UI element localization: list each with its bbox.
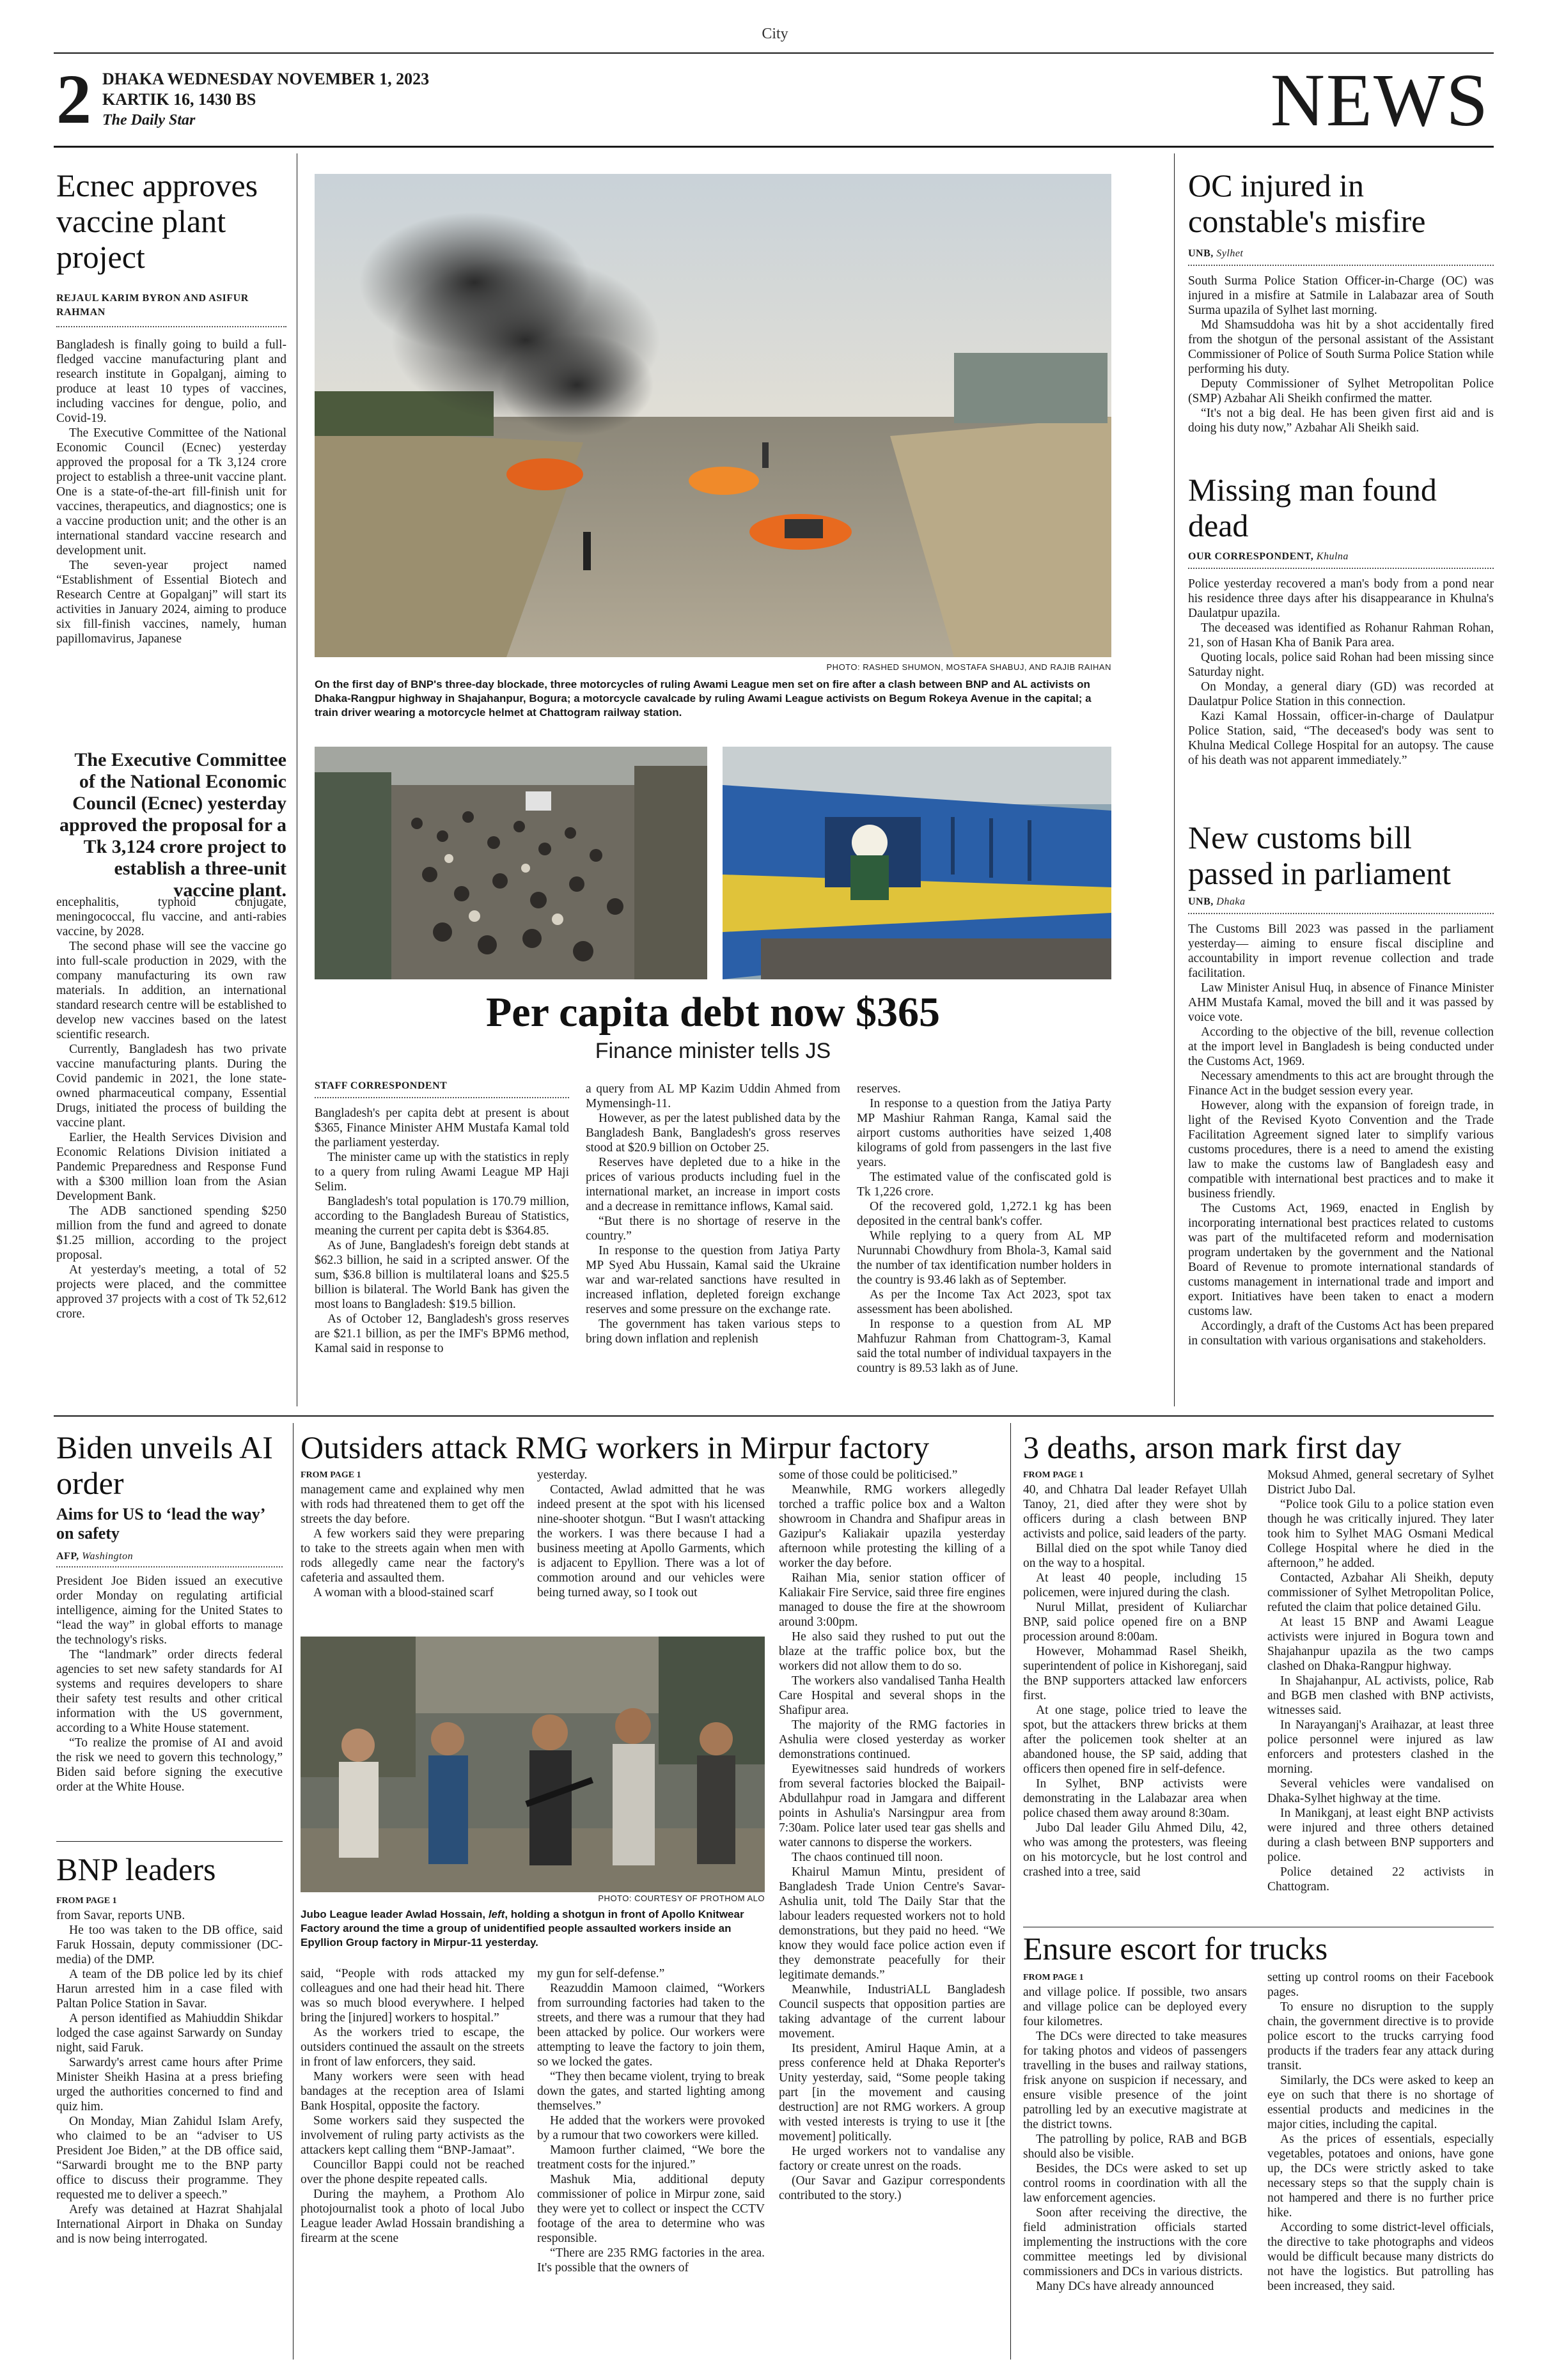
deaths-paragraph: In Shajahanpur, AL activists, police, Rab and BGB men clashed with BNP activists, witnesses said. — [1267, 1674, 1494, 1717]
section-rule — [54, 1415, 1494, 1417]
debt-byline: STAFF CORRESPONDENT — [315, 1080, 448, 1091]
rmg-paragraph: yesterday. — [537, 1468, 588, 1482]
bnp-paragraph: A person identified as Mahiuddin Shikdar lodged the case against Sarwardy on Sunday night, said Faruk. — [56, 2012, 283, 2055]
escort-paragraph: Soon after receiving the directive, the field administration officials started implementing the instructions with the core committee meetings led by divisional commissioners and DCs in various districts. — [1023, 2206, 1247, 2278]
escort-column-j — [1267, 1970, 1494, 2294]
escort-paragraph: As the prices of essentials, especially vegetables, potatoes and onions, have gone up, the DCs were strictly asked to take necessary steps so that the supply chain is not hampered and there is no further price hike. — [1267, 2133, 1494, 2220]
dotted-rule — [1188, 568, 1494, 569]
deaths-paragraph: In Narayanganj's Araihazar, at least three police personnel were injured as law enforcers and protesters clashed in the morning. — [1267, 1718, 1494, 1776]
dotted-rule — [1188, 913, 1494, 914]
rmg-paragraph: Meanwhile, RMG workers allegedly torched a traffic police box and a Walton showroom in Chandra and Shafipur areas in Gazipur's Kaliakair upazila yesterday afternoon while protesting the killing of a worker the day before. — [779, 1483, 1005, 1570]
oc-byline-agency: UNB, — [1188, 248, 1214, 259]
bangla-date-text: KARTIK 16, 1430 BS — [102, 90, 256, 109]
debt-column-1 — [315, 1106, 569, 1356]
ecnec-paragraph: Currently, Bangladesh has two private vaccine manufacturing plants. During the Covid pandemic in 2021, the lone state-owned pharmaceutical company, Essential Drugs, initiated the process of building the vaccine plant. — [56, 1043, 286, 1130]
ecnec-paragraph: The Executive Committee of the National Economic Council (Ecnec) yesterday approved the proposal for a Tk 3,124 crore project to establish a three-unit vaccine plant. One is a state-of-the-art fill-finish unit for vaccines, therapeutics, and diagnostics; one is a vaccine production unit; and the other is an international standard vaccine research and development unit. — [56, 426, 286, 557]
deaths-paragraph: In Manikganj, at least eight BNP activists were injured and three others detained during a clash between BNP supporters and police. — [1267, 1807, 1494, 1864]
rmg-paragraph: During the mayhem, a Prothom Alo photojournalist took a photo of local Jubo League leader Awlad Hossain brandishing a firearm at the scene — [301, 2188, 524, 2245]
rmg-paragraph: He urged workers not to vandalise any factory or create unrest on the roads. — [779, 2145, 1005, 2173]
oc-paragraph: Md Shamsuddoha was hit by a shot accidentally fired from the shotgun of the personal assistant of the Assistant Commissioner of Police of South Surma Police Station while performing his duty. — [1188, 318, 1494, 376]
biden-paragraph: The “landmark” order directs federal agencies to set new safety standards for AI systems and requires developers to share their safety test results and other critical information with the US government, according to a White House statement. — [56, 1648, 283, 1735]
story-rule — [56, 1841, 283, 1842]
missing-paragraph: Kazi Kamal Hossain, officer-in-charge of Daulatpur Police Station, said, “The deceased's body was sent to Khulna Medical College Hospital for an autopsy. The cause of his death was not apparent immediately.” — [1188, 710, 1494, 767]
customs-paragraph: The Customs Bill 2023 was passed in the parliament yesterday— aiming to ensure fiscal discipline and accountability in import revenue collection and trade facilitation. — [1188, 922, 1494, 980]
deaths-paragraph: Nurul Millat, president of Kuliarchar BNP, said police opened fire on a BNP procession around 8:00am. — [1023, 1601, 1247, 1644]
rmg-headline: Outsiders attack RMG workers in Mirpur factory — [301, 1429, 930, 1465]
photo-credit: PHOTO: RASHED SHUMON, MOSTAFA SHABUJ, AND RAJIB RAIHAN — [826, 662, 1111, 672]
dotted-rule — [315, 1097, 569, 1098]
customs-byline-place: Dhaka — [1216, 896, 1246, 907]
biden-headline: Biden unveils AI order — [56, 1429, 273, 1501]
dotted-rule — [56, 326, 286, 327]
biden-paragraph: “To realize the promise of AI and avoid the risk we need to govern this technology,” Biden said before signing the executive order at the White House. — [56, 1736, 283, 1794]
oc-paragraph: “It's not a big deal. He has been given first aid and is doing his duty now,” Azbahar Ali Sheikh said. — [1188, 407, 1494, 435]
rmg-paragraph: Eyewitnesses said hundreds of workers from several factories blocked the Baipail-Abdullahpur road in Jamgara and different points in Ashulia's Narsingpur area from 7:30am. Police later used tear gas shells and water cannons to disperse the workers. — [779, 1762, 1005, 1849]
missing-byline-place: Khulna — [1316, 551, 1349, 562]
photo-blockade-fire — [315, 174, 1111, 657]
rmg-caption-left: left — [488, 1908, 505, 1920]
rmg-paragraph: some of those could be politicised.” — [779, 1468, 958, 1482]
debt-paragraph: Bangladesh's per capita debt at present is about $365, Finance Minister AHM Mustafa Kamal told the parliament yesterday. — [315, 1107, 569, 1149]
debt-paragraph: “But there is no shortage of reserve in the country.” — [586, 1215, 840, 1243]
deaths-paragraph: “Police took Gilu to a police station even though he was critically injured. They later took him to Sylhet MAG Osmani Medical College Hospital where he died in the afternoon,” he added. — [1267, 1498, 1494, 1570]
date-text: DHAKA WEDNESDAY NOVEMBER 1, 2023 — [102, 70, 430, 88]
column-divider — [1010, 1423, 1011, 2360]
oc-byline — [1188, 247, 1494, 261]
biden-byline-agency: AFP, — [56, 1551, 79, 1562]
bnp-body — [56, 1894, 283, 2246]
oc-paragraph: South Surma Police Station Officer-in-Charge (OC) was injured in a misfire at Satmile in Lalabazar area of South Surma upazila of Sylhet last morning. — [1188, 274, 1494, 317]
biden-byline — [56, 1550, 283, 1564]
dotted-rule — [56, 1566, 283, 1567]
customs-byline-agency: UNB, — [1188, 896, 1214, 907]
rmg-column-e — [537, 1966, 765, 2275]
customs-paragraph: The Customs Act, 1969, enacted in English by incorporating international best practices related to customs was part of the multifaceted reform and modernisation program undertaken by the government and the National Board of Revenue to promote international standards of customs management in international trade and import and export. Initiatives have been taken to enact a modern customs law. — [1188, 1202, 1494, 1318]
escort-paragraph: The DCs were directed to take measures for taking photos and videos of passengers travelling in the buses and railway stations, frisk anyone on suspicion if necessary, and ensure visible presence of the joint patrolling led by an executive magistrate at the district towns. — [1023, 2030, 1247, 2131]
missing-headline: Missing man found dead — [1188, 472, 1437, 543]
rmg-paragraph: Khairul Mamun Mintu, president of Bangladesh Trade Union Centre's Savar-Ashulia unit, told The Daily Star that the labour leaders requested workers not to hold demonstrations, but they paid no heed. “We know they would face police action even if they demonstrate peacefully for their legitimate demands.” — [779, 1865, 1005, 1982]
debt-column-2 — [586, 1082, 840, 1346]
debt-paragraph: As of October 12, Bangladesh's gross reserves are $21.1 billion, as per the IMF's BPM6 method, Kamal said in response to — [315, 1312, 569, 1355]
from-page-label: FROM PAGE 1 — [301, 1470, 361, 1480]
deaths-paragraph: Jubo Dal leader Gilu Ahmed Dilu, 42, who was among the protesters, was fleeing on his motorcycle, but he lost control and crashed into a tree, said — [1023, 1821, 1247, 1879]
ecnec-paragraph: The ADB sanctioned spending $250 million from the fund and agreed to donate $1.25 million, according to the project proposal. — [56, 1204, 286, 1262]
bnp-paragraph: Arefy was detained at Hazrat Shahjalal International Airport in Dhaka on Sunday and is now being interrogated. — [56, 2203, 283, 2246]
rmg-paragraph: He added that the workers were provoked by a rumour that two coworkers were killed. — [537, 2114, 765, 2142]
customs-paragraph: According to the objective of the bill, revenue collection at the import level in Bangladesh is being conducted under the Customs Act, 1969. — [1188, 1025, 1494, 1068]
rmg-paragraph: The workers also vandalised Tanha Health Care Hospital and several shops in the Shafipur area. — [779, 1674, 1005, 1717]
deaths-paragraph: Police detained 22 activists in Chattogram. — [1267, 1865, 1494, 1894]
debt-paragraph: While replying to a query from AL MP Nurunnabi Chowdhury from Bhola-3, Kamal said the number of tax identification number holders in the country is 93.46 lakh as of September. — [857, 1229, 1111, 1287]
rmg-paragraph: management came and explained why men with rods had threatened them to get off the streets the day before. — [301, 1483, 524, 1526]
customs-paragraph: However, along with the expansion of foreign trade, in light of the Revised Kyoto Convention and the Trade Facilitation Agreement signed later to simplify various customs procedures, there is a need to amend the existing law to make the customs law of Bangladesh easy and compatible with international best practices and to make it business friendly. — [1188, 1099, 1494, 1201]
escort-paragraph: To ensure no disruption to the supply chain, the government directive is to provide police escort to the trucks carrying food products if the traders fear any attack during transit. — [1267, 2000, 1494, 2073]
rmg-paragraph: A woman with a blood-stained scarf — [313, 1586, 494, 1599]
rmg-caption-part: Jubo League leader Awlad Hossain, — [301, 1908, 489, 1920]
missing-paragraph: Police yesterday recovered a man's body from a pond near his residence three days after his disappearance in Khulna's Daulatpur upazila. — [1188, 577, 1494, 620]
biden-byline-place: Washington — [82, 1551, 134, 1562]
deaths-column-g — [1023, 1468, 1247, 1879]
header-rule — [54, 146, 1494, 148]
bnp-paragraph: A team of the DB police led by its chief Harun arrested him in a case filed with Paltan Police Station in Savar. — [56, 1968, 283, 2011]
rmg-paragraph: As the workers tried to escape, the outsiders continued the assault on the streets in front of law enforcers, they said. — [301, 2026, 524, 2069]
debt-paragraph: However, as per the latest published data by the Bangladesh Bank, Bangladesh's gross reserves stood at $20.9 billion on October 25. — [586, 1112, 840, 1155]
debt-paragraph: As of June, Bangladesh's foreign debt stands at $62.3 billion, he said in a scripted answer. Of the sum, $36.8 billion is multilateral loans and $25.5 billion is bilateral. The World Bank has given the most loans to Bangladesh: $19.5 billion. — [315, 1239, 569, 1311]
deaths-headline: 3 deaths, arson mark first day — [1023, 1429, 1402, 1465]
bnp-paragraph: from Savar, reports UNB. — [56, 1909, 185, 1922]
ecnec-paragraph: The seven-year project named “Establishment of Essential Biotech and Research Centre at Gopalganj” will start its activities in January 2024, aiming to produce six fill-finish vaccines, namely, human papillomavirus, Japanese — [56, 559, 286, 646]
from-page-label: FROM PAGE 1 — [56, 1896, 117, 1906]
debt-paragraph: Of the recovered gold, 1,272.1 kg has been deposited in the central bank's coffer. — [857, 1200, 1111, 1228]
missing-byline — [1188, 550, 1494, 564]
escort-paragraph: and village police. If possible, two ansars and village police can be deployed every four kilometres. — [1023, 1986, 1247, 2028]
rmg-paragraph: my gun for self-defense.” — [537, 1967, 665, 1980]
ecnec-body-bottom — [56, 895, 286, 1321]
rmg-photo-credit: PHOTO: COURTESY OF PROTHOM ALO — [598, 1894, 765, 1903]
deaths-paragraph: Several vehicles were vandalised on Dhaka-Sylhet highway at the time. — [1267, 1777, 1494, 1805]
escort-paragraph: According to some district-level officials, the directive to take photographs and videos would be difficult because many districts do not have the logistics. But patrolling has been increased, they said. — [1267, 2221, 1494, 2293]
deaths-paragraph: 40, and Chhatra Dal leader Refayet Ullah Tanoy, 21, died after they were shot by officers during a clash between BNP activists and police, said leaders of the party. — [1023, 1483, 1247, 1541]
ecnec-headline: Ecnec approves vaccine plant project — [56, 167, 258, 275]
deaths-paragraph: However, Mohammad Rasel Sheikh, superintendent of police in Kishoreganj, said the BNP supporters attacked law enforcers first. — [1023, 1645, 1247, 1702]
customs-paragraph: Accordingly, a draft of the Customs Act has been prepared in consultation with various organisations and stakeholders. — [1188, 1319, 1494, 1348]
biden-paragraph: President Joe Biden issued an executive order Monday on regulating artificial intelligence, aiming for the United States to “lead the way” in global efforts to manage the technology's risks. — [56, 1575, 283, 1647]
column-divider — [1174, 153, 1175, 1406]
section-title: NEWS — [1270, 58, 1489, 142]
deaths-paragraph: Billal died on the spot while Tanoy died on the way to a hospital. — [1023, 1542, 1247, 1570]
debt-subhead: Finance minister tells JS — [595, 1039, 831, 1063]
masthead-logo: The Daily Star — [102, 112, 196, 128]
escort-paragraph: Similarly, the DCs were asked to keep an eye on such that there is no shortage of essential products and medicines in the major cities, including the capital. — [1267, 2074, 1494, 2131]
escort-headline: Ensure escort for trucks — [1023, 1931, 1328, 1966]
escort-paragraph: setting up control rooms on their Facebook pages. — [1267, 1971, 1494, 1999]
rmg-column-d — [301, 1966, 524, 2246]
escort-paragraph: The patrolling by police, RAB and BGB should also be visible. — [1023, 2133, 1247, 2161]
rmg-column-b — [537, 1468, 765, 1600]
missing-paragraph: Quoting locals, police said Rohan had been missing since Saturday night. — [1188, 651, 1494, 679]
debt-paragraph: In response to a question from AL MP Mahfuzur Rahman from Chattogram-3, Kamal said the total number of individual taxpayers in the country is 89.53 lakh as of June. — [857, 1318, 1111, 1375]
rmg-paragraph: A few workers said they were preparing to take to the streets again when men with rods allegedly came near the factory's cafeteria and assaulted them. — [301, 1527, 524, 1585]
rmg-caption-part: , holding a shotgun in front of Apollo Knitwear Factory around the time a group of unidentified people assaulted workers inside an Epyllion Group factory in Mirpur-11 yesterday. — [301, 1908, 744, 1948]
bnp-headline: BNP leaders — [56, 1851, 216, 1887]
rmg-paragraph: Meanwhile, IndustriALL Bangladesh Council suspects that opposition parties are taking advantage of the current labour movement. — [779, 1983, 1005, 2041]
customs-body — [1188, 922, 1494, 1348]
deaths-paragraph: Contacted, Azbahar Ali Sheikh, deputy commissioner of Sylhet Metropolitan Police, refuted the claim that police detained Gilu. — [1267, 1571, 1494, 1614]
debt-paragraph: The government has taken various steps to bring down inflation and replenish — [586, 1318, 840, 1346]
top-rule — [54, 52, 1494, 54]
photo-train-driver — [723, 747, 1111, 979]
debt-paragraph: Bangladesh's total population is 170.79 million, according to the Bangladesh Bureau of Statistics, meaning the current per capita debt is $364.85. — [315, 1195, 569, 1238]
from-page-label: FROM PAGE 1 — [1023, 1973, 1084, 1982]
debt-headline: Per capita debt now $365 — [485, 989, 941, 1036]
ecnec-body-top — [56, 338, 286, 646]
missing-paragraph: On Monday, a general diary (GD) was recorded at Daulatpur Police Station in this connection. — [1188, 680, 1494, 708]
debt-paragraph: As per the Income Tax Act 2023, spot tax assessment has been abolished. — [857, 1288, 1111, 1316]
rmg-paragraph: Contacted, Awlad admitted that he was indeed present at the spot with his licensed nine-shooter shotgun. “But I wasn't attacking the workers. I was there because I had a business meeting at Apollo Garments, which is adjacent to Epyllion. There was a lot of commotion around and our vehicles were being turned away, so I took out — [537, 1483, 765, 1599]
oc-byline-place: Sylhet — [1216, 248, 1244, 259]
rmg-paragraph: Its president, Amirul Haque Amin, at a press conference held at Dhaka Reporter's Unity yesterday, said, “Some people taking part [in the movement and causing destruction] are not RMG workers. A group with vested interests is trying to use it [the movement] politically. — [779, 2042, 1005, 2143]
rmg-paragraph: (Our Savar and Gazipur correspondents contributed to the story.) — [779, 2174, 1005, 2202]
dateline — [102, 69, 429, 130]
deaths-paragraph: At one stage, police tried to leave the spot, but the attackers threw bricks at them after the policemen took shelter at an abandoned house, the SP said, adding that officers then opened fire in self-defence. — [1023, 1704, 1247, 1776]
biden-subhead: Aims for US to ‘lead the way’ on safety — [56, 1505, 265, 1543]
ecnec-paragraph: encephalitis, typhoid conjugate, meningococcal, flu vaccine, and anti-rabies vaccine, by 2028. — [56, 896, 286, 938]
photo-gunman-rmg — [301, 1637, 765, 1892]
customs-byline — [1188, 895, 1494, 909]
rmg-paragraph: Mashuk Mia, additional deputy commissioner of police in Mirpur zone, said they were yet to collect or inspect the CCTV footage of the area to determine who was responsible. — [537, 2173, 765, 2245]
deaths-column-h — [1267, 1468, 1494, 1894]
customs-paragraph: Necessary amendments to this act are brought through the Finance Act in the budget session every year. — [1188, 1069, 1494, 1098]
rmg-paragraph: The majority of the RMG factories in Ashulia were closed yesterday as worker demonstrations continued. — [779, 1718, 1005, 1761]
deaths-paragraph: In Sylhet, BNP activists were demonstrating in the Lalabazar area when police chased them away around 8:30am. — [1023, 1777, 1247, 1820]
debt-paragraph: The minister came up with the statistics in reply to a query from ruling Awami League MP Haji Selim. — [315, 1151, 569, 1194]
ecnec-paragraph: Bangladesh is finally going to build a full-fledged vaccine manufacturing plant and research institute in Gopalganj, aiming to produce at least 10 types of vaccines, including vaccines for dengue, polio, and Covid-19. — [56, 338, 286, 425]
rmg-paragraph: Some workers said they suspected the involvement of ruling party activists as the attackers kept calling them “BNP-Jamaat”. — [301, 2114, 524, 2157]
rmg-photo-caption — [301, 1908, 765, 1950]
deaths-paragraph: At least 15 BNP and Awami League activists were injured in Bogura town and Shajahanpur upazila as the two camps clashed on Dhaka-Rangpur highway. — [1267, 1615, 1494, 1673]
debt-paragraph: a query from AL MP Kazim Uddin Ahmed from Mymensingh-11. — [586, 1082, 840, 1110]
ecnec-paragraph: At yesterday's meeting, a total of 52 projects were placed, and the committee approved 37 projects with a cost of Tk 52,612 crore. — [56, 1263, 286, 1321]
section-label: City — [762, 26, 788, 42]
escort-paragraph: Besides, the DCs were asked to set up control rooms in coordination with all the law enforcement agencies. — [1023, 2162, 1247, 2205]
rmg-paragraph: He also said they rushed to put out the blaze at the traffic police box, but the workers did not allow them to do so. — [779, 1630, 1005, 1673]
oc-paragraph: Deputy Commissioner of Sylhet Metropolitan Police (SMP) Azbahar Ali Sheikh confirmed the matter. — [1188, 377, 1494, 405]
rmg-column-a — [301, 1468, 524, 1600]
missing-byline-agency: OUR CORRESPONDENT, — [1188, 551, 1314, 562]
debt-column-3 — [857, 1082, 1111, 1376]
deaths-paragraph: At least 40 people, including 15 policemen, were injured during the clash. — [1023, 1571, 1247, 1599]
oc-headline: OC injured in constable's misfire — [1188, 167, 1426, 239]
biden-body — [56, 1574, 283, 1794]
debt-paragraph: In response to a question from the Jatiya Party MP Mashiur Rahman Ranga, Kamal said the airport customs authorities have seized 1,408 kilograms of gold from passengers in the last five years. — [857, 1097, 1111, 1169]
missing-body — [1188, 577, 1494, 768]
ecnec-pullquote: The Executive Committee of the National Economic Council (Ecnec) yesterday approved the proposal for a Tk 3,124 crore project to establish a three-unit vaccine plant. — [59, 749, 286, 901]
rmg-paragraph: Mamoon further claimed, “We bore the treatment costs for the injured.” — [537, 2143, 765, 2172]
escort-paragraph: Many DCs have already announced — [1036, 2280, 1214, 2293]
from-page-label: FROM PAGE 1 — [1023, 1470, 1084, 1480]
oc-body — [1188, 274, 1494, 435]
rmg-column-f — [779, 1468, 1005, 2203]
ecnec-byline: REJAUL KARIM BYRON AND ASIFUR RAHMAN — [56, 293, 249, 318]
escort-column-i — [1023, 1970, 1247, 2294]
debt-paragraph: The estimated value of the confiscated gold is Tk 1,226 crore. — [857, 1171, 1111, 1199]
column-divider — [293, 1423, 294, 2360]
rmg-paragraph: Raihan Mia, senior station officer of Kaliakair Fire Service, said three fire engines managed to douse the fire at the showroom around 3:00pm. — [779, 1571, 1005, 1629]
dotted-rule — [1188, 265, 1494, 266]
debt-paragraph: reserves. — [857, 1082, 901, 1096]
rmg-paragraph: “There are 235 RMG factories in the area. It's possible that the owners of — [537, 2246, 765, 2275]
bnp-paragraph: Sarwardy's arrest came hours after Prime Minister Sheikh Hasina at a press briefing urged the authorities concerned to find and quiz him. — [56, 2056, 283, 2113]
bnp-paragraph: On Monday, Mian Zahidul Islam Arefy, who claimed to be an “adviser to US President Joe Biden,” at the DB office said, “Sarwardi brought me to the BNP party office to discuss their programme. They requested me to deliver a speech.” — [56, 2115, 283, 2202]
page-number: 2 — [56, 60, 91, 138]
photo-caption: On the first day of BNP's three-day blockade, three motorcycles of ruling Awami League men set on fire after a clash between BNP and AL activists on Dhaka-Rangpur highway in Shajahanpur, Bogura; a motorcycle cavalcade by ruling Awami League activists on Begum Rokeya Avenue in the capital; a train driver wearing a motorcycle helmet at Chattogram railway station. — [315, 678, 1092, 719]
ecnec-paragraph: Earlier, the Health Services Division and Economic Relations Division initiated a Pandemic Preparedness and Response Fund with a $300 million loan from the Asian Development Bank. — [56, 1131, 286, 1203]
customs-headline: New customs bill passed in parliament — [1188, 820, 1451, 891]
deaths-paragraph: Moksud Ahmed, general secretary of Sylhet District Jubo Dal. — [1267, 1468, 1494, 1497]
rmg-paragraph: said, “People with rods attacked my colleagues and one had their head hit. There was so much blood everywhere. I helped bring the [injured] workers to hospital.” — [301, 1967, 524, 2025]
rmg-paragraph: “They then became violent, trying to break down the gates, and started lighting among themselves.” — [537, 2070, 765, 2113]
missing-paragraph: The deceased was identified as Rohanur Rahman Rohan, 21, son of Hasan Kha of Banik Para area. — [1188, 621, 1494, 649]
debt-paragraph: Reserves have depleted due to a hike in the prices of various products including fuel in the international market, an increase in import costs and a decrease in remittance inflows, Kamal said. — [586, 1156, 840, 1213]
bnp-paragraph: He too was taken to the DB office, said Faruk Hossain, deputy commissioner (DC-media) of the DMP. — [56, 1924, 283, 1966]
rmg-paragraph: The chaos continued till noon. — [792, 1851, 943, 1864]
rmg-paragraph: Many workers were seen with head bandages at the reception area of Islami Bank Hospital, opposite the factory. — [301, 2070, 524, 2113]
customs-paragraph: Law Minister Anisul Huq, in absence of Finance Minister AHM Mustafa Kamal, moved the bill and it was passed by voice vote. — [1188, 981, 1494, 1024]
photo-motorcycle-cavalcade — [315, 747, 707, 979]
debt-paragraph: In response to the question from Jatiya Party MP Syed Abu Hussain, Kamal said the Ukraine war and war-related sanctions have resulted in increased inflation, depleted foreign exchange reserves and some pressure on the exchange rate. — [586, 1244, 840, 1316]
rmg-paragraph: Councillor Bappi could not be reached over the phone despite repeated calls. — [301, 2158, 524, 2186]
ecnec-paragraph: The second phase will see the vaccine go into full-scale production in 2029, with the company manufacturing its own raw materials. In addition, an international standard research centre will be established to develop new vaccines based on the latest scientific research. — [56, 940, 286, 1041]
rmg-paragraph: Reazuddin Mamoon claimed, “Workers from surrounding factories had taken to the streets, and there was a rumour that they had been attacked by police. Our workers were attempting to leave the factory to join them, so we locked the gates. — [537, 1982, 765, 2069]
